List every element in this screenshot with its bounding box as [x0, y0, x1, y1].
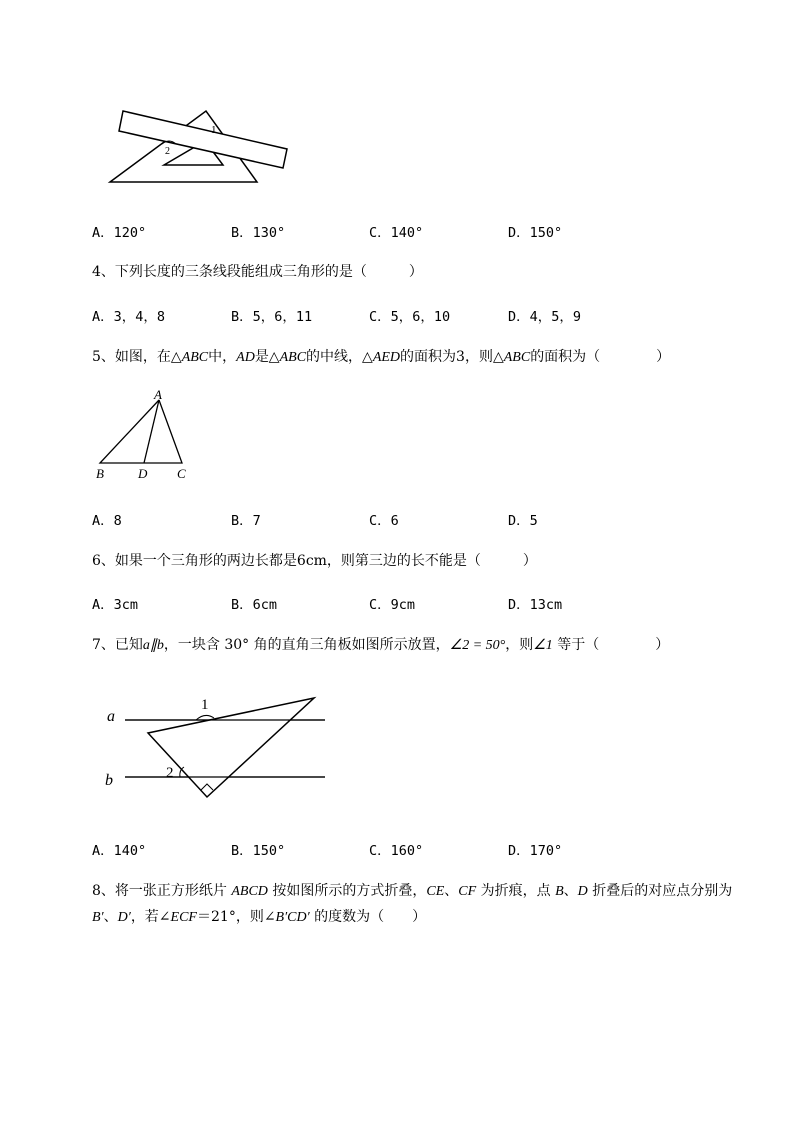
vertex-a: A: [154, 388, 162, 402]
q8-var: B′CD′: [275, 910, 310, 925]
q5-option-c[interactable]: C．6: [369, 513, 399, 529]
line-label-b: b: [105, 772, 113, 789]
angle-label-2: 2: [165, 146, 170, 157]
q7-part: ，则: [505, 637, 534, 653]
q5-var: AD: [236, 350, 255, 365]
triangle-abc: [100, 400, 182, 463]
q6-text: 6、如果一个三角形的两边长都是6cm，则第三边的长不能是（ ）: [92, 553, 537, 569]
q4-option-b[interactable]: B．5，6，11: [231, 309, 313, 325]
q5-var: ABC: [503, 350, 531, 365]
q5-option-b[interactable]: B．7: [231, 513, 261, 529]
q7-option-b[interactable]: B．150°: [231, 843, 286, 859]
q8-part: 8、将一张正方形纸片: [92, 883, 232, 899]
q3-option-d[interactable]: D．150°: [508, 225, 563, 241]
q7-text: [92, 634, 669, 654]
q7-part: 等于（ ）: [552, 637, 670, 653]
q6-option-d[interactable]: D．13cm: [508, 597, 563, 613]
q8-var: B′: [92, 910, 104, 925]
set-square: [148, 698, 314, 797]
q8-part: 的度数为（ ）: [309, 909, 427, 925]
q3-option-a[interactable]: A．120°: [92, 225, 147, 241]
q5-text: [92, 346, 670, 366]
q8-part: 、: [563, 883, 578, 899]
q4-option-a[interactable]: A．3，4，8: [92, 309, 166, 325]
q8-part: ，若∠: [130, 909, 171, 925]
ruler-strip: [119, 111, 287, 168]
q6-option-c[interactable]: C．9cm: [369, 597, 416, 613]
q3-option-b[interactable]: B．130°: [231, 225, 286, 241]
q5-part: 是△: [254, 349, 280, 365]
q8-var: ECF: [170, 910, 197, 925]
q5-var: ABC: [279, 350, 307, 365]
q8-var: D: [577, 884, 588, 899]
q8-var: B: [555, 884, 564, 899]
q8-part: 按如图所示的方式折叠，: [267, 883, 427, 899]
q8-part: ＝21°，则∠: [197, 909, 276, 925]
angle-label-2: 2: [166, 765, 174, 781]
q7-expr: ∠1: [533, 638, 553, 653]
angle-label-1: 1: [211, 124, 217, 136]
q5-part: 的中线，△: [306, 349, 373, 365]
q8-part: 、: [103, 909, 118, 925]
q8-text-line2: [92, 906, 426, 926]
q4-option-c[interactable]: C．5，6，10: [369, 309, 451, 325]
q6-option-b[interactable]: B．6cm: [231, 597, 278, 613]
q8-part: 为折痕，点: [476, 883, 556, 899]
vertex-c: C: [177, 466, 186, 481]
q7-option-a[interactable]: A．140°: [92, 843, 147, 859]
q8-part: 、: [444, 883, 459, 899]
q5-part: 5、如图，在△: [92, 349, 182, 365]
q4-option-d[interactable]: D．4，5，9: [508, 309, 582, 325]
q8-part: 折叠后的对应点分别为: [587, 883, 733, 899]
q8-var: CE: [426, 884, 445, 899]
q8-var: ABCD: [231, 884, 268, 899]
q7-option-d[interactable]: D．170°: [508, 843, 563, 859]
q5-part: 中，: [208, 349, 237, 365]
q5-var: ABC: [181, 350, 209, 365]
q3-figure: [104, 104, 304, 188]
q5-var: AED: [372, 350, 401, 365]
q5-option-a[interactable]: A．8: [92, 513, 122, 529]
q7-option-c[interactable]: C．160°: [369, 843, 424, 859]
q7-part: 7、已知: [92, 637, 143, 653]
vertex-b: B: [96, 466, 104, 481]
q7-expr: a∥b: [142, 638, 164, 653]
q6-option-a[interactable]: A．3cm: [92, 597, 139, 613]
q7-figure: [100, 690, 335, 802]
line-label-a: a: [107, 708, 115, 725]
q7-part: ，一块含 30° 角的直角三角板如图所示放置，: [163, 637, 450, 653]
q7-expr: ∠2 = 50°: [449, 638, 506, 653]
angle-label-1: 1: [201, 697, 209, 713]
q8-var: D′: [117, 910, 131, 925]
q3-option-c[interactable]: C．140°: [369, 225, 424, 241]
q5-option-d[interactable]: D．5: [508, 513, 538, 529]
vertex-d: D: [138, 466, 148, 481]
q5-part: 的面积为3，则△: [400, 349, 504, 365]
q8-var: CF: [458, 884, 477, 899]
q4-text: 4、下列长度的三条线段能组成三角形的是（ ）: [92, 264, 423, 280]
q5-figure: [92, 388, 202, 484]
q8-text-line1: [92, 880, 732, 900]
median-ad: [144, 400, 159, 463]
q5-part: 的面积为（ ）: [530, 349, 671, 365]
